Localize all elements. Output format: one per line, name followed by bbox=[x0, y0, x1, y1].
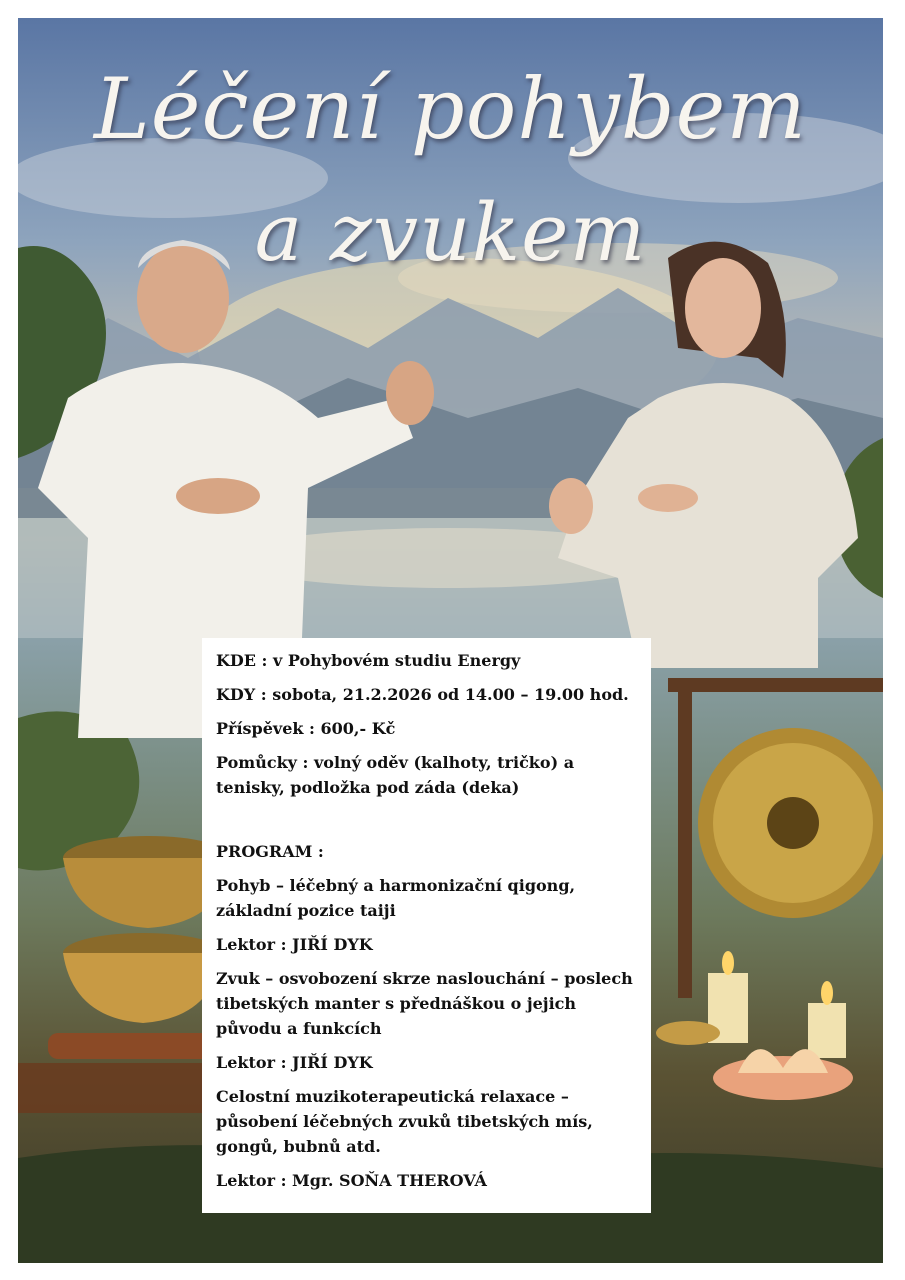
program-item-movement: Pohyb – léčebný a harmonizační qigong, základní pozice taiji bbox=[216, 876, 576, 920]
info-equipment bbox=[216, 750, 637, 800]
info-fee-value: 600,- Kč bbox=[314, 719, 396, 738]
poster-title-line-2: a zvukem bbox=[254, 186, 647, 279]
gong-illustration bbox=[668, 678, 883, 998]
lecturer-label: Lektor : bbox=[216, 1171, 287, 1190]
program-lecturer-2 bbox=[216, 1050, 637, 1075]
program-heading: PROGRAM : bbox=[216, 842, 324, 861]
lecturer-name: JIŘÍ DYK bbox=[286, 935, 373, 954]
info-equipment-value: volný oděv (kalhoty, tričko) a tenisky, podložka pod záda (deka) bbox=[216, 753, 575, 797]
spacer bbox=[216, 809, 637, 839]
program-item-relaxation: Celostní muzikoterapeutická relaxace – působení léčebných zvuků tibetských mís, gongů, bubnů atd. bbox=[216, 1087, 593, 1156]
lecturer-label: Lektor : bbox=[216, 935, 287, 954]
info-location bbox=[216, 648, 637, 673]
info-date-label: KDY : bbox=[216, 685, 267, 704]
lecturer-name: JIŘÍ DYK bbox=[286, 1053, 373, 1072]
info-date-value: sobota, 21.2.2026 od 14.00 – 19.00 hod. bbox=[266, 685, 629, 704]
program-lecturer-3 bbox=[216, 1168, 637, 1193]
poster-title-line-1: Léčení pohybem bbox=[94, 60, 807, 158]
lecturer-label: Lektor : bbox=[216, 1053, 287, 1072]
program-lecturer-1 bbox=[216, 932, 637, 957]
info-fee bbox=[216, 716, 637, 741]
info-fee-label: Příspěvek : bbox=[216, 719, 315, 738]
info-location-label: KDE : bbox=[216, 651, 268, 670]
info-equipment-label: Pomůcky : bbox=[216, 753, 309, 772]
event-info-box bbox=[202, 638, 651, 1213]
program-item-sound: Zvuk – osvobození skrze naslouchání – poslech tibetských manter s přednáškou o jejich původu a funkcích bbox=[216, 969, 633, 1038]
info-location-value: v Pohybovém studiu Energy bbox=[267, 651, 521, 670]
lecturer-name: Mgr. SOŇA THEROVÁ bbox=[286, 1171, 487, 1190]
singing-bowls-illustration bbox=[18, 836, 233, 1113]
info-date bbox=[216, 682, 637, 707]
